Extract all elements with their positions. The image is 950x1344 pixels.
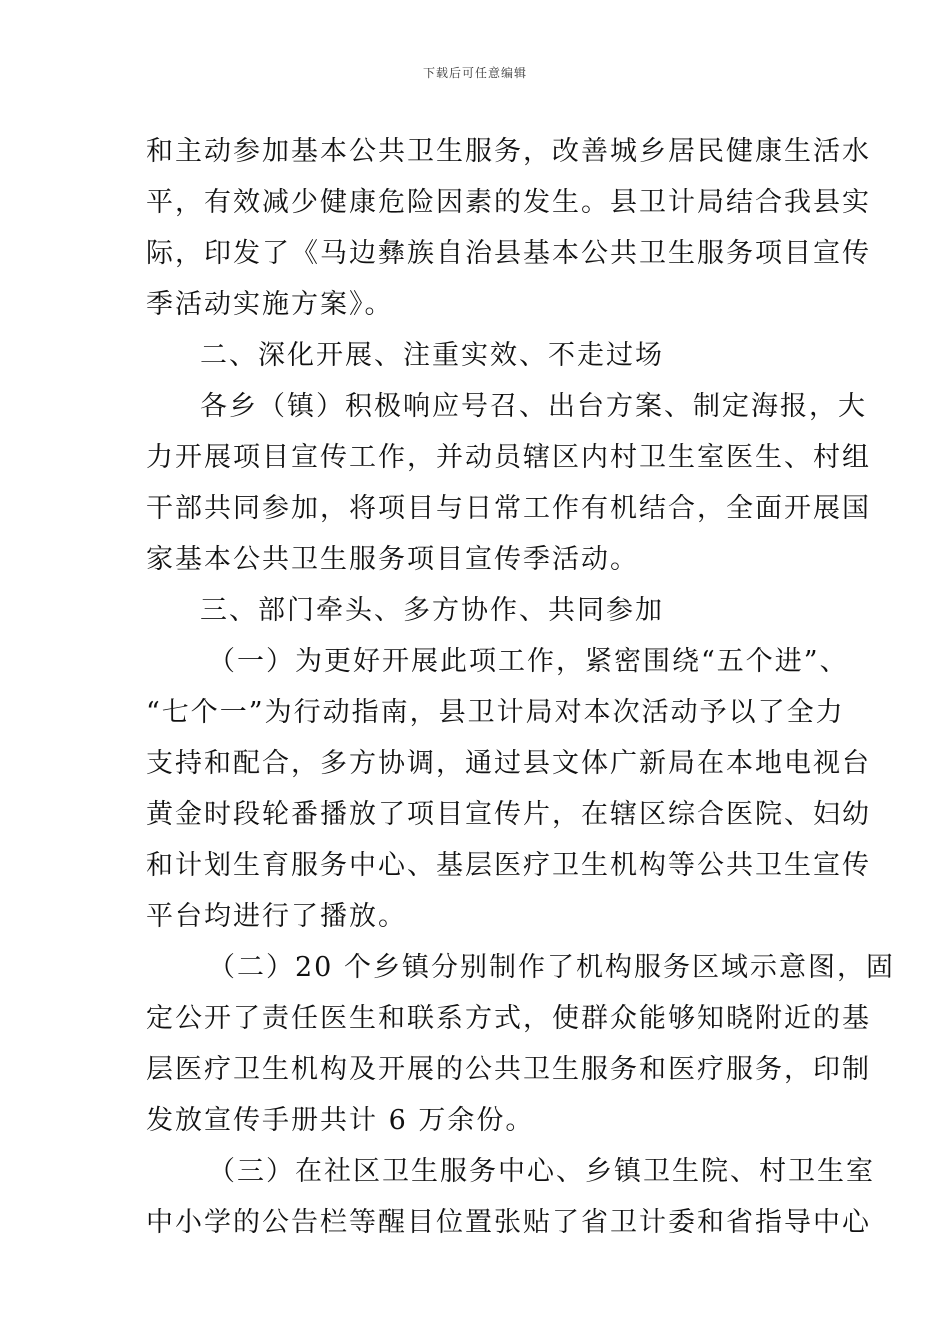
paragraph-line: （三）在社区卫生服务中心、乡镇卫生院、村卫生室 (208, 1156, 875, 1187)
paragraph-line: 和计划生育服务中心、基层医疗卫生机构等公共卫生宣传 (146, 850, 871, 881)
paragraph-line: 和主动参加基本公共卫生服务，改善城乡居民健康生活水 (146, 136, 871, 167)
paragraph-line: 平台均进行了播放。 (146, 901, 407, 932)
paragraph-line: 定公开了责任医生和联系方式，使群众能够知晓附近的基 (146, 1003, 871, 1034)
paragraph-line: “七个一”为行动指南，县卫计局对本次活动予以了全力 (146, 697, 845, 728)
paragraph-line: 层医疗卫生机构及开展的公共卫生服务和医疗服务，印制 (146, 1054, 871, 1085)
paragraph-line: 中小学的公告栏等醒目位置张贴了省卫计委和省指导中心 (146, 1207, 871, 1238)
section-heading-2: 二、深化开展、注重实效、不走过场 (200, 340, 664, 371)
section-heading-3: 三、部门牵头、多方协作、共同参加 (200, 595, 664, 626)
paragraph-line: （二）20 个乡镇分别制作了机构服务区域示意图，固 (208, 952, 895, 983)
paragraph-line: 力开展项目宣传工作，并动员辖区内村卫生室医生、村组 (146, 442, 871, 473)
paragraph-line: 各乡（镇）积极响应号召、出台方案、制定海报，大 (200, 391, 867, 422)
paragraph-line: 支持和配合，多方协调，通过县文体广新局在本地电视台 (146, 748, 871, 779)
page-header: 下载后可任意编辑 (422, 66, 527, 80)
document-body (146, 126, 895, 1248)
paragraph-line: 际，印发了《马边彝族自治县基本公共卫生服务项目宣传 (146, 238, 871, 269)
paragraph-line: 发放宣传手册共计 6 万余份。 (146, 1105, 535, 1136)
paragraph-line: 干部共同参加，将项目与日常工作有机结合，全面开展国 (146, 493, 871, 524)
paragraph-line: 平，有效减少健康危险因素的发生。县卫计局结合我县实 (146, 187, 871, 218)
paragraph-line: 季活动实施方案》。 (146, 289, 394, 320)
paragraph-line: （一）为更好开展此项工作，紧密围绕“五个进”、 (208, 646, 849, 677)
paragraph-line: 家基本公共卫生服务项目宣传季活动。 (146, 544, 639, 575)
paragraph-line: 黄金时段轮番播放了项目宣传片，在辖区综合医院、妇幼 (146, 799, 871, 830)
